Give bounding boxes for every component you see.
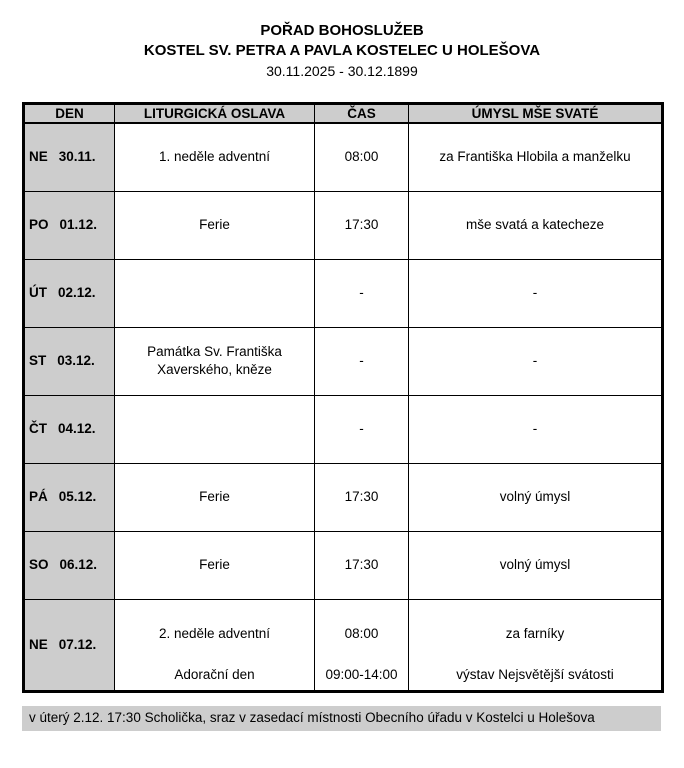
title-line2: KOSTEL SV. PETRA A PAVLA KOSTELEC U HOLEŠOVA xyxy=(143,42,541,59)
table-row xyxy=(24,463,663,531)
intention-line2: výstav Nejsvětější svátosti xyxy=(456,666,614,682)
time-cell: 17:30 xyxy=(315,463,409,531)
day-date: 07.12. xyxy=(58,636,97,652)
day-abbrev: ÚT xyxy=(29,285,47,300)
table-row xyxy=(24,599,663,691)
table-row xyxy=(24,123,663,191)
day-date: 06.12. xyxy=(59,557,98,572)
celebration-cell: Ferie xyxy=(115,191,315,259)
intention-cell: mše svatá a katecheze xyxy=(409,191,663,259)
celebration-line2: Adorační den xyxy=(174,666,255,682)
table-row xyxy=(24,259,663,327)
day-cell xyxy=(24,191,115,259)
celebration-line1: 2. neděle adventní xyxy=(158,625,271,641)
day-abbrev: PÁ xyxy=(29,489,48,504)
document-title xyxy=(22,21,662,81)
column-header-umysl: ÚMYSL MŠE SVATÉ xyxy=(409,104,663,124)
time-cell: 08:00 xyxy=(315,123,409,191)
intention-cell xyxy=(409,599,663,691)
day-abbrev: SO xyxy=(29,557,49,572)
day-date: 01.12. xyxy=(59,217,98,232)
day-date: 05.12. xyxy=(58,489,97,504)
day-cell xyxy=(24,531,115,599)
day-cell xyxy=(24,259,115,327)
day-cell xyxy=(24,327,115,395)
day-date: 03.12. xyxy=(57,353,95,368)
time-cell: - xyxy=(315,259,409,327)
title-line1: POŘAD BOHOSLUŽEB xyxy=(260,22,424,39)
celebration-cell xyxy=(115,259,315,327)
time-cell: 17:30 xyxy=(315,531,409,599)
celebration-cell xyxy=(115,599,315,691)
day-abbrev: PO xyxy=(29,217,49,232)
intention-cell: volný úmysl xyxy=(409,531,663,599)
celebration-cell xyxy=(115,395,315,463)
day-abbrev: ČT xyxy=(29,421,47,436)
column-header-den: DEN xyxy=(24,104,115,124)
day-cell xyxy=(24,599,115,691)
day-cell xyxy=(24,395,115,463)
intention-cell: za Františka Hlobila a manželku xyxy=(409,123,663,191)
time-cell: 17:30 xyxy=(315,191,409,259)
day-date: 02.12. xyxy=(58,285,96,300)
celebration-cell: 1. neděle adventní xyxy=(115,123,315,191)
time-line2: 09:00-14:00 xyxy=(325,666,398,682)
day-abbrev: NE xyxy=(29,636,48,652)
column-header-cas: ČAS xyxy=(315,104,409,124)
celebration-cell: Ferie xyxy=(115,531,315,599)
intention-line1: za farníky xyxy=(505,625,565,641)
day-cell xyxy=(24,463,115,531)
intention-cell: - xyxy=(409,259,663,327)
title-date-range: 30.11.2025 - 30.12.1899 xyxy=(266,63,418,79)
intention-cell: - xyxy=(409,327,663,395)
header-row xyxy=(24,104,663,124)
day-abbrev: ST xyxy=(29,353,47,368)
table-row xyxy=(24,327,663,395)
day-abbrev: NE xyxy=(29,149,48,165)
time-line1: 08:00 xyxy=(344,625,379,641)
time-cell: - xyxy=(315,395,409,463)
time-cell xyxy=(315,599,409,691)
day-cell xyxy=(24,123,115,191)
footer-note: v úterý 2.12. 17:30 Scholička, sraz v zasedací místnosti Obecního úřadu v Kostelci u Holešova xyxy=(22,706,661,731)
table-row xyxy=(24,395,663,463)
time-cell: - xyxy=(315,327,409,395)
day-date: 30.11. xyxy=(58,149,96,165)
day-date: 04.12. xyxy=(58,421,96,436)
column-header-liturgicka-oslava: LITURGICKÁ OSLAVA xyxy=(115,104,315,124)
table-row xyxy=(24,531,663,599)
celebration-cell: Ferie xyxy=(115,463,315,531)
celebration-cell: Památka Sv. Františka Xaverského, kněze xyxy=(115,327,315,395)
intention-cell: volný úmysl xyxy=(409,463,663,531)
schedule-table xyxy=(22,102,664,693)
table-row xyxy=(24,191,663,259)
intention-cell: - xyxy=(409,395,663,463)
